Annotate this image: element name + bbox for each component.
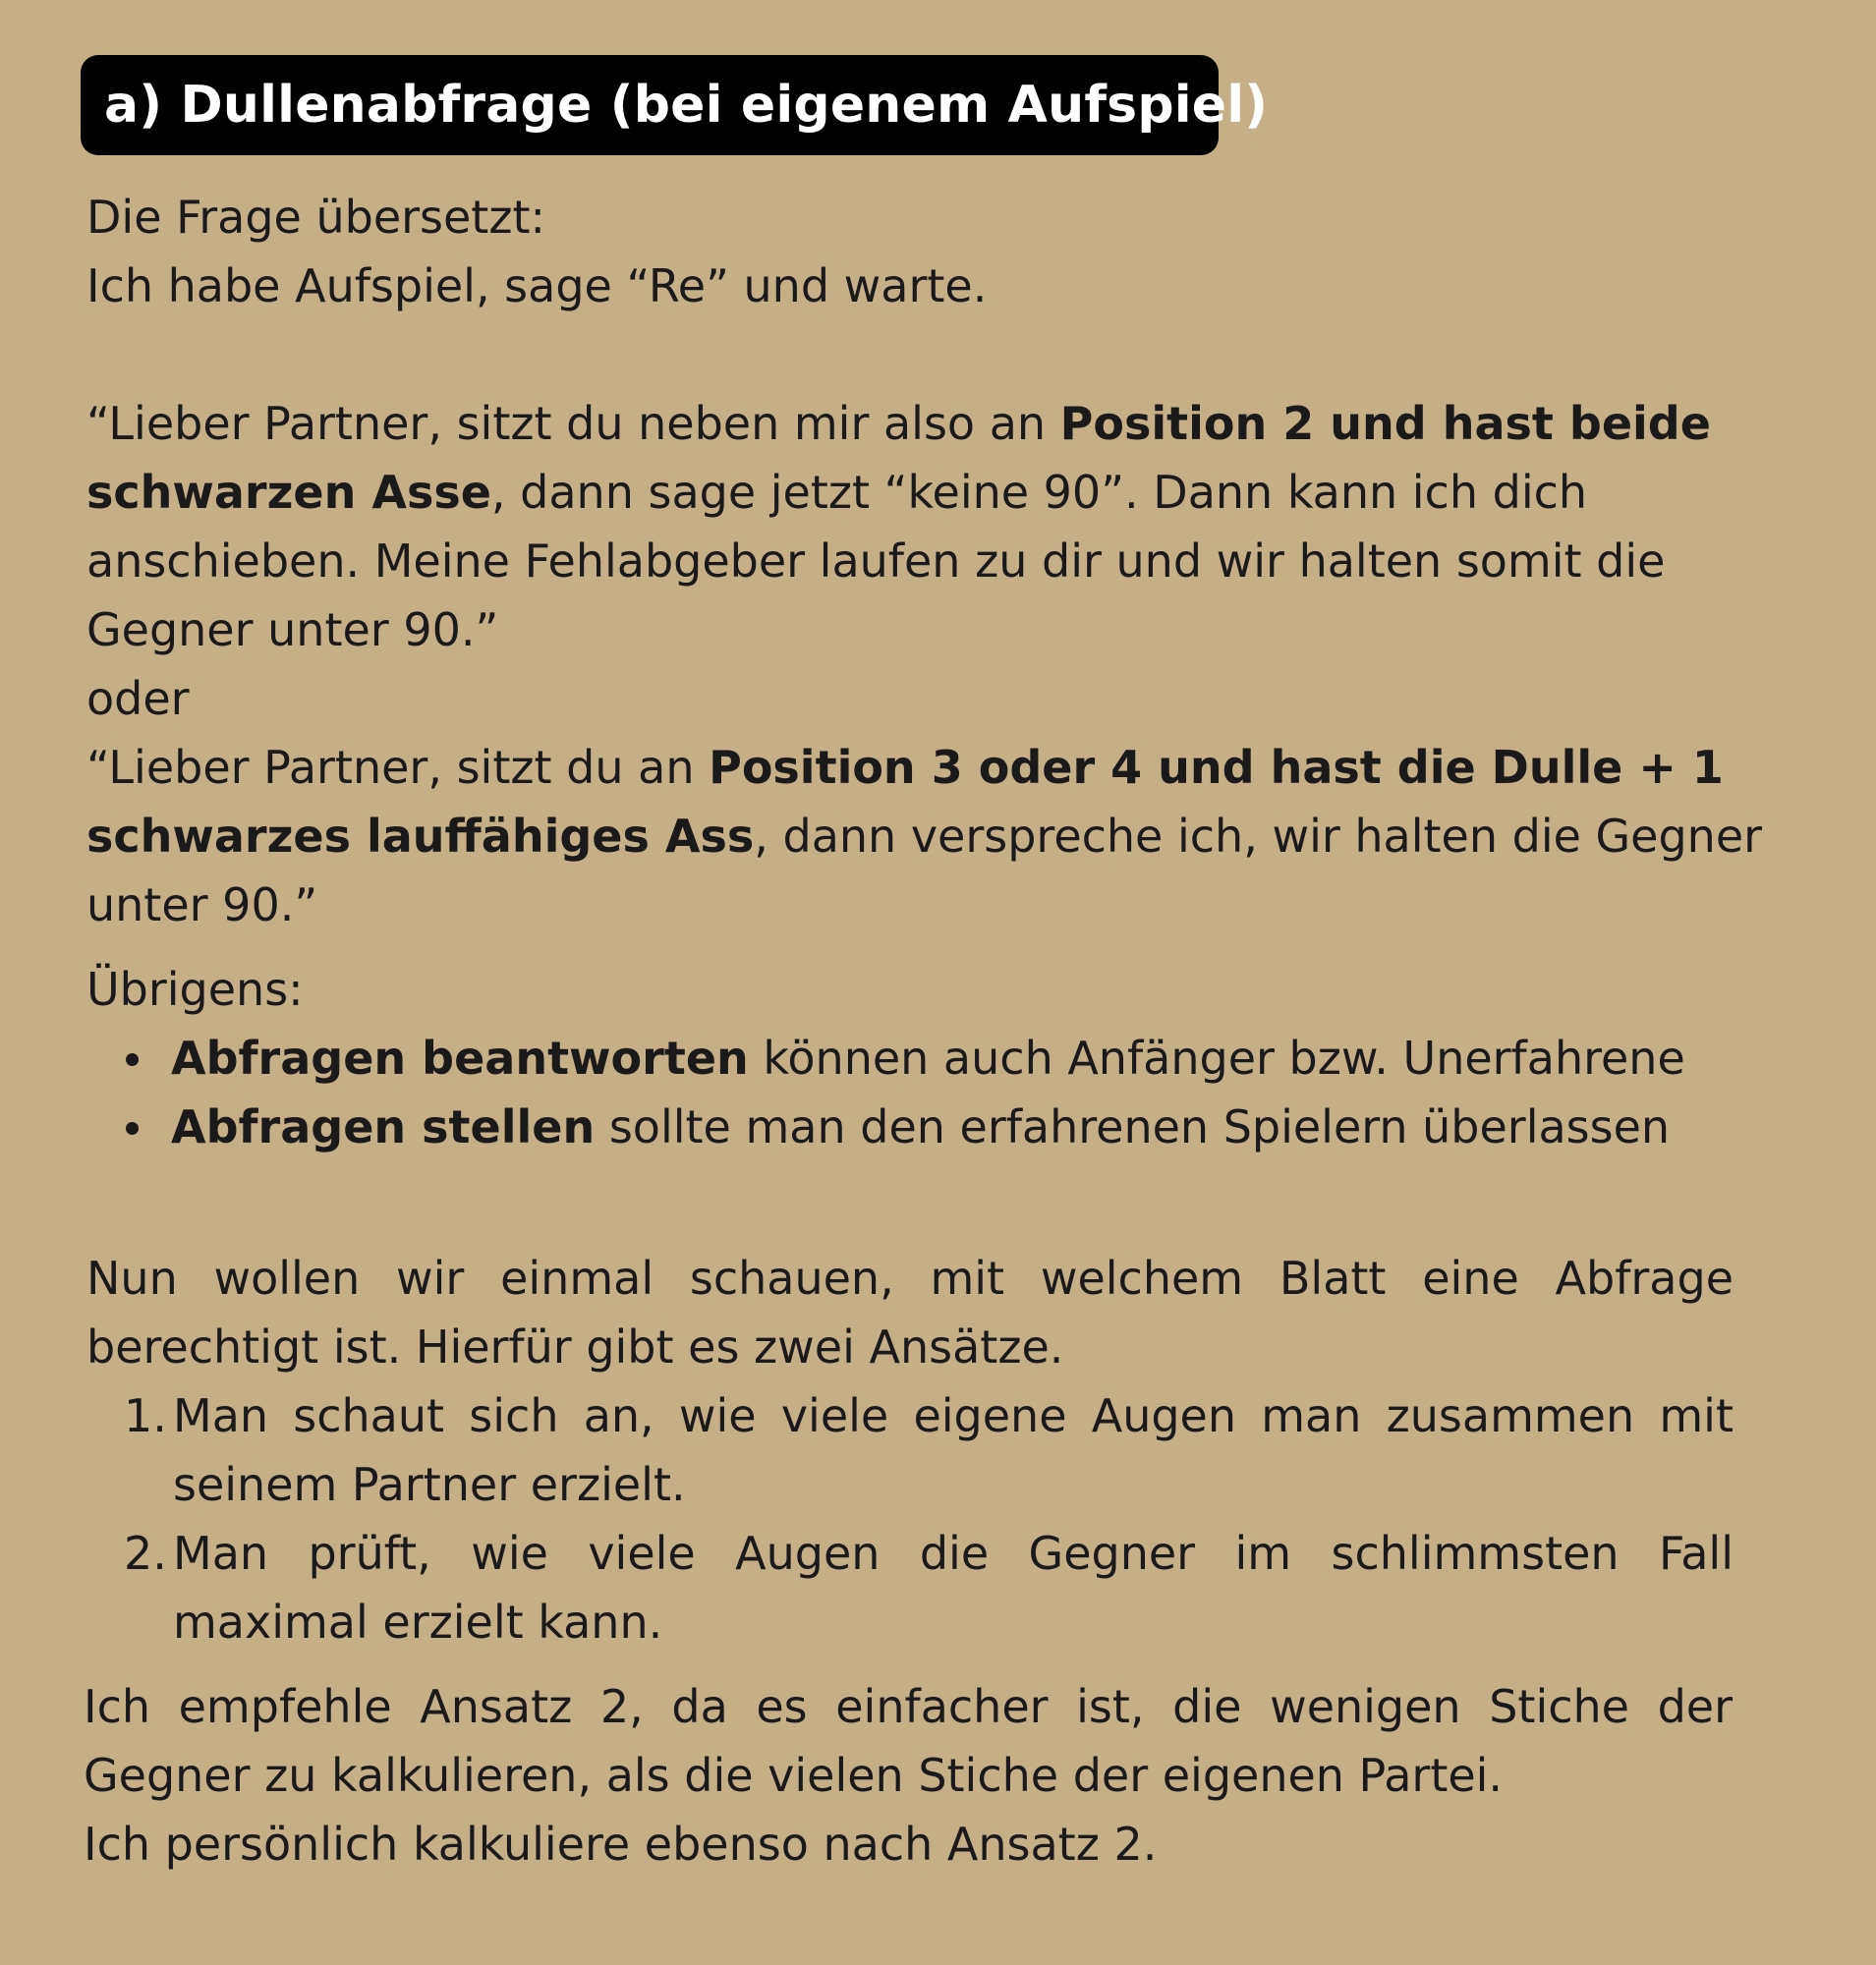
analysis xyxy=(86,1244,1734,1656)
notes-heading: Übrigens: xyxy=(86,963,304,1016)
intro-line-1: Die Frage übersetzt: xyxy=(86,191,546,244)
quote1-line-1: “Lieber Partner, sitzt du neben mir also an Position 2 und hast beide xyxy=(86,397,1711,450)
oder-text: oder xyxy=(86,672,190,725)
quote-position-3-4 xyxy=(86,733,1763,939)
content xyxy=(84,183,1763,1879)
quote2-bold-1: Position 3 oder 4 und hast die Dulle + 1 xyxy=(709,741,1724,794)
notes-list xyxy=(86,1024,1737,1161)
quote2-line-2: schwarzes lauffähiges Ass, dann verspreche ich, wir halten die Gegner xyxy=(86,810,1763,863)
intro-line-2: Ich habe Aufspiel, sage “Re” und warte. xyxy=(86,259,988,312)
quote2-line-3: unter 90.” xyxy=(86,878,318,931)
title-banner xyxy=(81,55,1269,155)
conclusion-line-1: Ich empfehle Ansatz 2, da es einfacher ist, die wenigen Stiche der xyxy=(84,1680,1733,1733)
quote2-bold-2: schwarzes lauffähiges Ass xyxy=(86,810,755,863)
quote2-line-1: “Lieber Partner, sitzt du an Position 3 oder 4 und hast die Dulle + 1 xyxy=(86,741,1724,794)
quote1-line-3: anschieben. Meine Fehlabgeber laufen zu dir und wir halten somit die xyxy=(86,534,1666,588)
approach-list xyxy=(86,1381,1734,1656)
conclusion-line-3: Ich persönlich kalkuliere ebenso nach Ansatz 2. xyxy=(84,1818,1158,1871)
bullet-icon xyxy=(126,1053,139,1066)
list-item: 1. Man schaut sich an, wie viele eigene Augen man zusammen mit seinem Partner erzielt. xyxy=(86,1381,1734,1519)
conclusion xyxy=(84,1672,1733,1879)
quote1-bold-2: schwarzen Asse xyxy=(86,466,491,519)
quote-position-2 xyxy=(86,389,1737,664)
list-item: 2. Man prüft, wie viele Augen die Gegner im schlimmsten Fall maximal erzielt kann. xyxy=(86,1519,1734,1656)
step-number: 2. xyxy=(124,1527,167,1580)
list-item: Abfragen beantworten können auch Anfänger bzw. Unerfahrene xyxy=(86,1024,1737,1093)
bullet-icon xyxy=(126,1122,139,1135)
quote1-bold-1: Position 2 und hast beide xyxy=(1059,397,1711,450)
analysis-line-2: berechtigt ist. Hierfür gibt es zwei Ansätze. xyxy=(86,1320,1064,1374)
list-item: Abfragen stellen sollte man den erfahrenen Spielern überlassen xyxy=(86,1093,1737,1161)
conclusion-line-2: Gegner zu kalkulieren, als die vielen Stiche der eigenen Partei. xyxy=(84,1749,1504,1802)
quote1-line-2: schwarzen Asse, dann sage jetzt “keine 90”. Dann kann ich dich xyxy=(86,466,1588,519)
quote1-line-4: Gegner unter 90.” xyxy=(86,603,499,656)
step-number: 1. xyxy=(124,1389,167,1442)
page-title: a) Dullenabfrage (bei eigenem Aufspiel) xyxy=(104,76,1269,135)
analysis-line-1: Nun wollen wir einmal schauen, mit welchem Blatt eine Abfrage xyxy=(86,1252,1734,1305)
